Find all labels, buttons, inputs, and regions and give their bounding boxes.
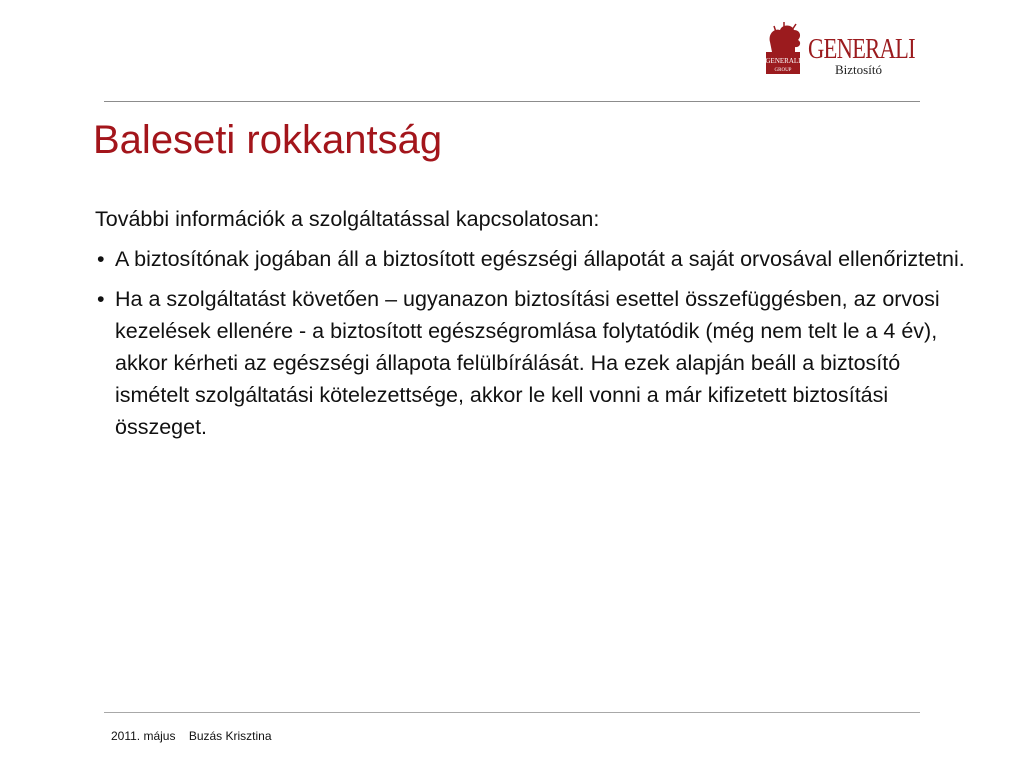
list-item	[95, 243, 975, 275]
logo-subtitle: Biztosító	[835, 62, 882, 77]
slide-title: Baleseti rokkantság	[93, 118, 443, 162]
footer-divider	[104, 712, 920, 713]
footer-author: Buzás Krisztina	[188, 729, 272, 743]
bullet-marker: •	[97, 287, 105, 311]
bullet-text: A biztosítónak jogában áll a biztosított egészségi állapotát a saját orvosával ellenőriztetni.	[115, 247, 965, 271]
emblem-subtext: GROUP	[774, 68, 792, 73]
logo-brand-name: GENERALI	[808, 33, 915, 65]
bullet-text: Ha a szolgáltatást követően – ugyanazon biztosítási esettel összefüggésben, az orvosi kezelések ellenére - a biztosított egészségromlása folytatódik (még nem telt le a 4 év), akkor kérheti az egészségi állapota felülbírálását. Ha ezek alapján beáll a biztosító ismételt szolgáltatási kötelezettsége, akkor le kell vonni a már kifizetett biztosítási összeget.	[115, 287, 940, 439]
bullet-list	[95, 243, 975, 443]
bullet-marker: •	[97, 247, 105, 271]
footer-date: 2011. május	[111, 729, 176, 743]
generali-logo	[762, 22, 922, 82]
emblem-text: GENERALI	[765, 57, 801, 65]
header-divider	[104, 101, 920, 102]
footer	[111, 728, 272, 744]
lion-emblem-icon	[762, 22, 804, 76]
intro-text: További információk a szolgáltatással kapcsolatosan:	[95, 207, 600, 231]
slide-body	[95, 203, 975, 451]
list-item	[95, 283, 975, 443]
